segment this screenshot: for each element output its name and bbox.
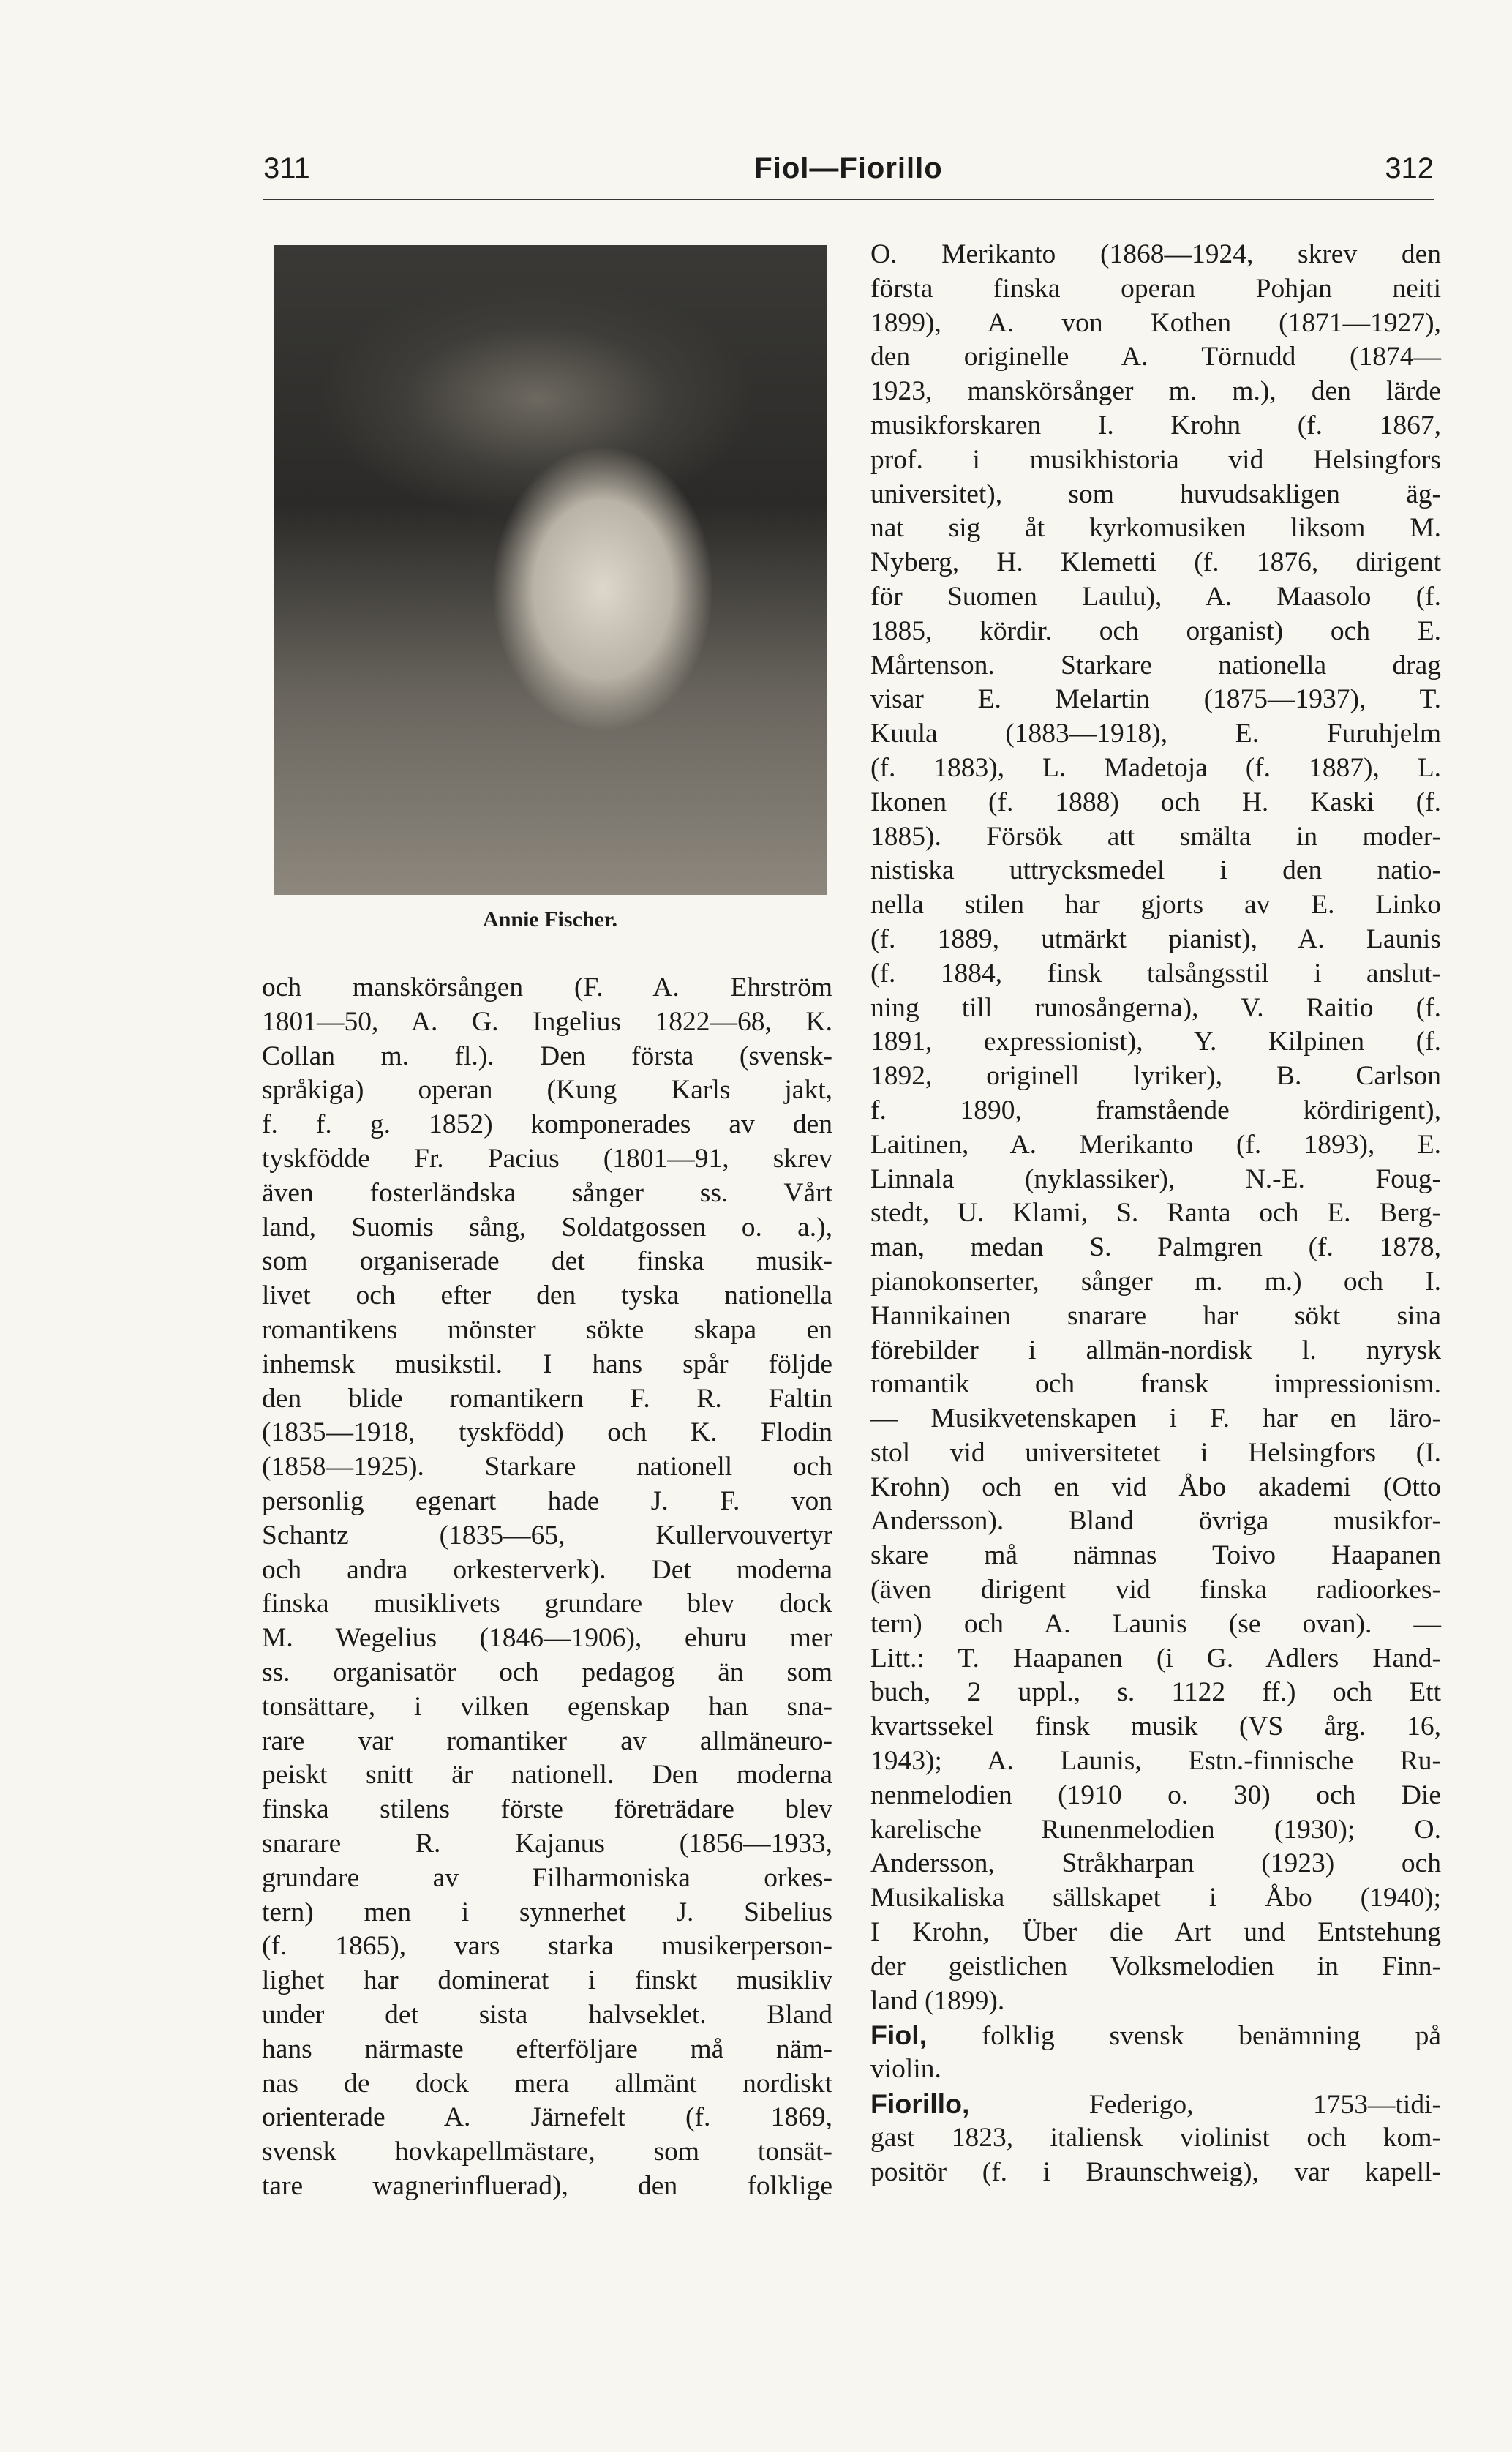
page-number-right: 312: [1385, 152, 1434, 184]
text-line: 1885). Försök att smälta in moder-: [870, 821, 1441, 852]
text-line: I Krohn, Über die Art und Entstehung: [870, 1917, 1441, 1948]
text-line: Krohn) och en vid Åbo akademi (Otto: [870, 1471, 1441, 1502]
text-line: musikforskaren I. Krohn (f. 1867,: [870, 410, 1441, 440]
text-line: 1899), A. von Kothen (1871—1927),: [870, 307, 1441, 338]
portrait-photo: [274, 245, 827, 895]
text-line: land (1899).: [870, 1985, 1005, 2016]
text-line: Mårtenson. Starkare nationella drag: [870, 650, 1441, 681]
text-line: Laitinen, A. Merikanto (f. 1893), E.: [870, 1129, 1441, 1160]
headword-fiol: Fiol,: [870, 2020, 928, 2051]
entry-fiorillo-line: gast 1823, italiensk violinist och kom-: [870, 2122, 1441, 2153]
text-line: nas de dock mera allmänt nordiskt: [262, 2068, 832, 2099]
text-line: karelische Runenmelodien (1930); O.: [870, 1814, 1441, 1845]
text-line: och andra orkesterverk). Det moderna: [262, 1554, 832, 1585]
text-line: nistiska uttrycksmedel i den natio-: [870, 855, 1441, 886]
text-line: Andersson, Stråkharpan (1923) och: [870, 1848, 1441, 1879]
text-line: personlig egenart hade J. F. von: [262, 1485, 832, 1516]
text-line: 1801—50, A. G. Ingelius 1822—68, K.: [262, 1006, 832, 1037]
text-line: den blide romantikern F. R. Faltin: [262, 1383, 832, 1414]
right-column: [870, 238, 1441, 2189]
text-line: O. Merikanto (1868—1924, skrev den: [870, 239, 1441, 269]
text-line: buch, 2 uppl., s. 1122 ff.) och Ett: [870, 1677, 1441, 1708]
running-head: Fiol—Fiorillo: [754, 152, 943, 184]
text-line: stedt, U. Klami, S. Ranta och E. Berg-: [870, 1198, 1441, 1229]
text-line: den originelle A. Törnudd (1874—: [870, 342, 1441, 372]
text-line: kvartssekel finsk musik (VS årg. 16,: [870, 1711, 1441, 1742]
text-line: tern) men i synnerhet J. Sibelius: [262, 1897, 832, 1927]
entry-fiol-line: Fiol, folklig svensk benämning på: [870, 2020, 1441, 2052]
page-header: [263, 152, 1434, 196]
text-line: språkiga) operan (Kung Karls jakt,: [262, 1075, 832, 1106]
text-line: visar E. Melartin (1875—1937), T.: [870, 684, 1441, 715]
text-line: Schantz (1835—65, Kullervouvertyr: [262, 1520, 832, 1551]
text-line: (1835—1918, tyskfödd) och K. Flodin: [262, 1417, 832, 1448]
text-line: Hannikainen snarare har sökt sina: [870, 1300, 1441, 1331]
entry-fiorillo-line: positör (f. i Braunschweig), var kapell-: [870, 2156, 1441, 2187]
text-line: (1858—1925). Starkare nationell och: [262, 1452, 832, 1482]
text-line: universitet), som huvudsakligen äg-: [870, 479, 1441, 509]
entry-fiol-line: violin.: [870, 2054, 941, 2085]
headword-fiorillo: Fiorillo,: [870, 2088, 970, 2120]
text-line: nenmelodien (1910 o. 30) och Die: [870, 1780, 1441, 1810]
text-line: förebilder i allmän-nordisk l. nyrysk: [870, 1335, 1441, 1365]
text-line: finska musiklivets grundare blev dock: [262, 1589, 832, 1619]
text-line: för Suomen Laulu), A. Maasolo (f.: [870, 581, 1441, 612]
text-line: skare må nämnas Toivo Haapanen: [870, 1540, 1441, 1571]
text-line: romantikens mönster sökte skapa en: [262, 1314, 832, 1345]
text-line: (f. 1884, finsk talsångsstil i anslut-: [870, 958, 1441, 989]
text-line: Kuula (1883—1918), E. Furuhjelm: [870, 719, 1441, 749]
text-line: f. f. g. 1852) komponerades av den: [262, 1109, 832, 1140]
entry-fiorillo: [870, 2087, 1441, 2189]
text-line: romantik och fransk impressionism.: [870, 1369, 1441, 1400]
text-line: pianokonserter, sånger m. m.) och I.: [870, 1266, 1441, 1297]
text-line: man, medan S. Palmgren (f. 1878,: [870, 1232, 1441, 1263]
text-line: — Musikvetenskapen i F. har en läro-: [870, 1403, 1441, 1434]
text-line: tonsättare, i vilken egenskap han sna-: [262, 1691, 832, 1722]
text-line: f. 1890, framstående kördirigent),: [870, 1095, 1441, 1125]
text-line: 1943); A. Launis, Estn.-finnische Ru-: [870, 1746, 1441, 1777]
text-line: (f. 1865), vars starka musikerperson-: [262, 1931, 832, 1962]
entry-fiol: [870, 2018, 1441, 2087]
text-line: M. Wegelius (1846—1906), ehuru mer: [262, 1623, 832, 1654]
text-line: snarare R. Kajanus (1856—1933,: [262, 1828, 832, 1859]
text-line: finska stilens förste företrädare blev: [262, 1794, 832, 1825]
text-line: (även dirigent vid finska radioorkes-: [870, 1575, 1441, 1605]
text-line: tern) och A. Launis (se ovan). —: [870, 1608, 1441, 1639]
page-number-left: 311: [263, 152, 310, 184]
text-line: livet och efter den tyska nationella: [262, 1281, 832, 1311]
right-column-text: [870, 238, 1441, 2018]
text-line: lighet har dominerat i finskt musikliv: [262, 1965, 832, 1996]
text-line: ning till runosångerna), V. Raitio (f.: [870, 992, 1441, 1023]
text-line: Litt.: T. Haapanen (i G. Adlers Hand-: [870, 1643, 1441, 1673]
text-line: tare wagnerinfluerad), den folklige: [262, 2170, 832, 2201]
text-line: Collan m. fl.). Den första (svensk-: [262, 1041, 832, 1071]
text-line: Ikonen (f. 1888) och H. Kaski (f.: [870, 787, 1441, 817]
text-line: 1923, manskörsånger m. m.), den lärde: [870, 376, 1441, 407]
text-line: rare var romantiker av allmäneuro-: [262, 1725, 832, 1756]
text-line: nella stilen har gjorts av E. Linko: [870, 890, 1441, 921]
text-line: första finska operan Pohjan neiti: [870, 273, 1441, 304]
text-line: hans närmaste efterföljare må näm-: [262, 2033, 832, 2064]
text-line: Musikaliska sällskapet i Åbo (1940);: [870, 1883, 1441, 1913]
text-line: Linnala (nyklassiker), N.-E. Foug-: [870, 1163, 1441, 1194]
text-line: även fosterländska sånger ss. Vårt: [262, 1177, 832, 1208]
text-line: och manskörsången (F. A. Ehrström: [262, 972, 832, 1002]
text-line: Andersson). Bland övriga musikfor-: [870, 1506, 1441, 1537]
left-column-text: [262, 971, 832, 2204]
text-line: der geistlichen Volksmelodien in Finn-: [870, 1951, 1441, 1982]
text-line: land, Suomis sång, Soldatgossen o. a.),: [262, 1212, 832, 1242]
text-line: 1892, originell lyriker), B. Carlson: [870, 1061, 1441, 1092]
text-line: peiskt snitt är nationell. Den moderna: [262, 1760, 832, 1791]
text-line: orienterade A. Järnefelt (f. 1869,: [262, 2102, 832, 2133]
text-line: 1885, kördir. och organist) och E.: [870, 615, 1441, 646]
text-line: (f. 1889, utmärkt pianist), A. Launis: [870, 923, 1441, 954]
text-line: grundare av Filharmoniska orkes-: [262, 1862, 832, 1893]
text-line: tyskfödde Fr. Pacius (1801—91, skrev: [262, 1143, 832, 1174]
text-line: inhemsk musikstil. I hans spår följde: [262, 1349, 832, 1379]
text-line: prof. i musikhistoria vid Helsingfors: [870, 444, 1441, 475]
header-rule: [263, 199, 1434, 200]
text-line: ss. organisatör och pedagog än som: [262, 1657, 832, 1687]
text-line: stol vid universitetet i Helsingfors (I.: [870, 1437, 1441, 1468]
text-line: nat sig åt kyrkomusiken liksom M.: [870, 513, 1441, 544]
text-line: svensk hovkapellmästare, som tonsät-: [262, 2137, 832, 2167]
text-line: (f. 1883), L. Madetoja (f. 1887), L.: [870, 752, 1441, 783]
text-line: under det sista halvseklet. Bland: [262, 1999, 832, 2030]
entry-fiorillo-line: Fiorillo, Federigo, 1753—tidi-: [870, 2088, 1441, 2121]
text-line: som organiserade det finska musik-: [262, 1246, 832, 1277]
text-line: 1891, expressionist), Y. Kilpinen (f.: [870, 1027, 1441, 1057]
photo-caption: Annie Fischer.: [483, 907, 617, 931]
text-line: Nyberg, H. Klemetti (f. 1876, dirigent: [870, 547, 1441, 578]
